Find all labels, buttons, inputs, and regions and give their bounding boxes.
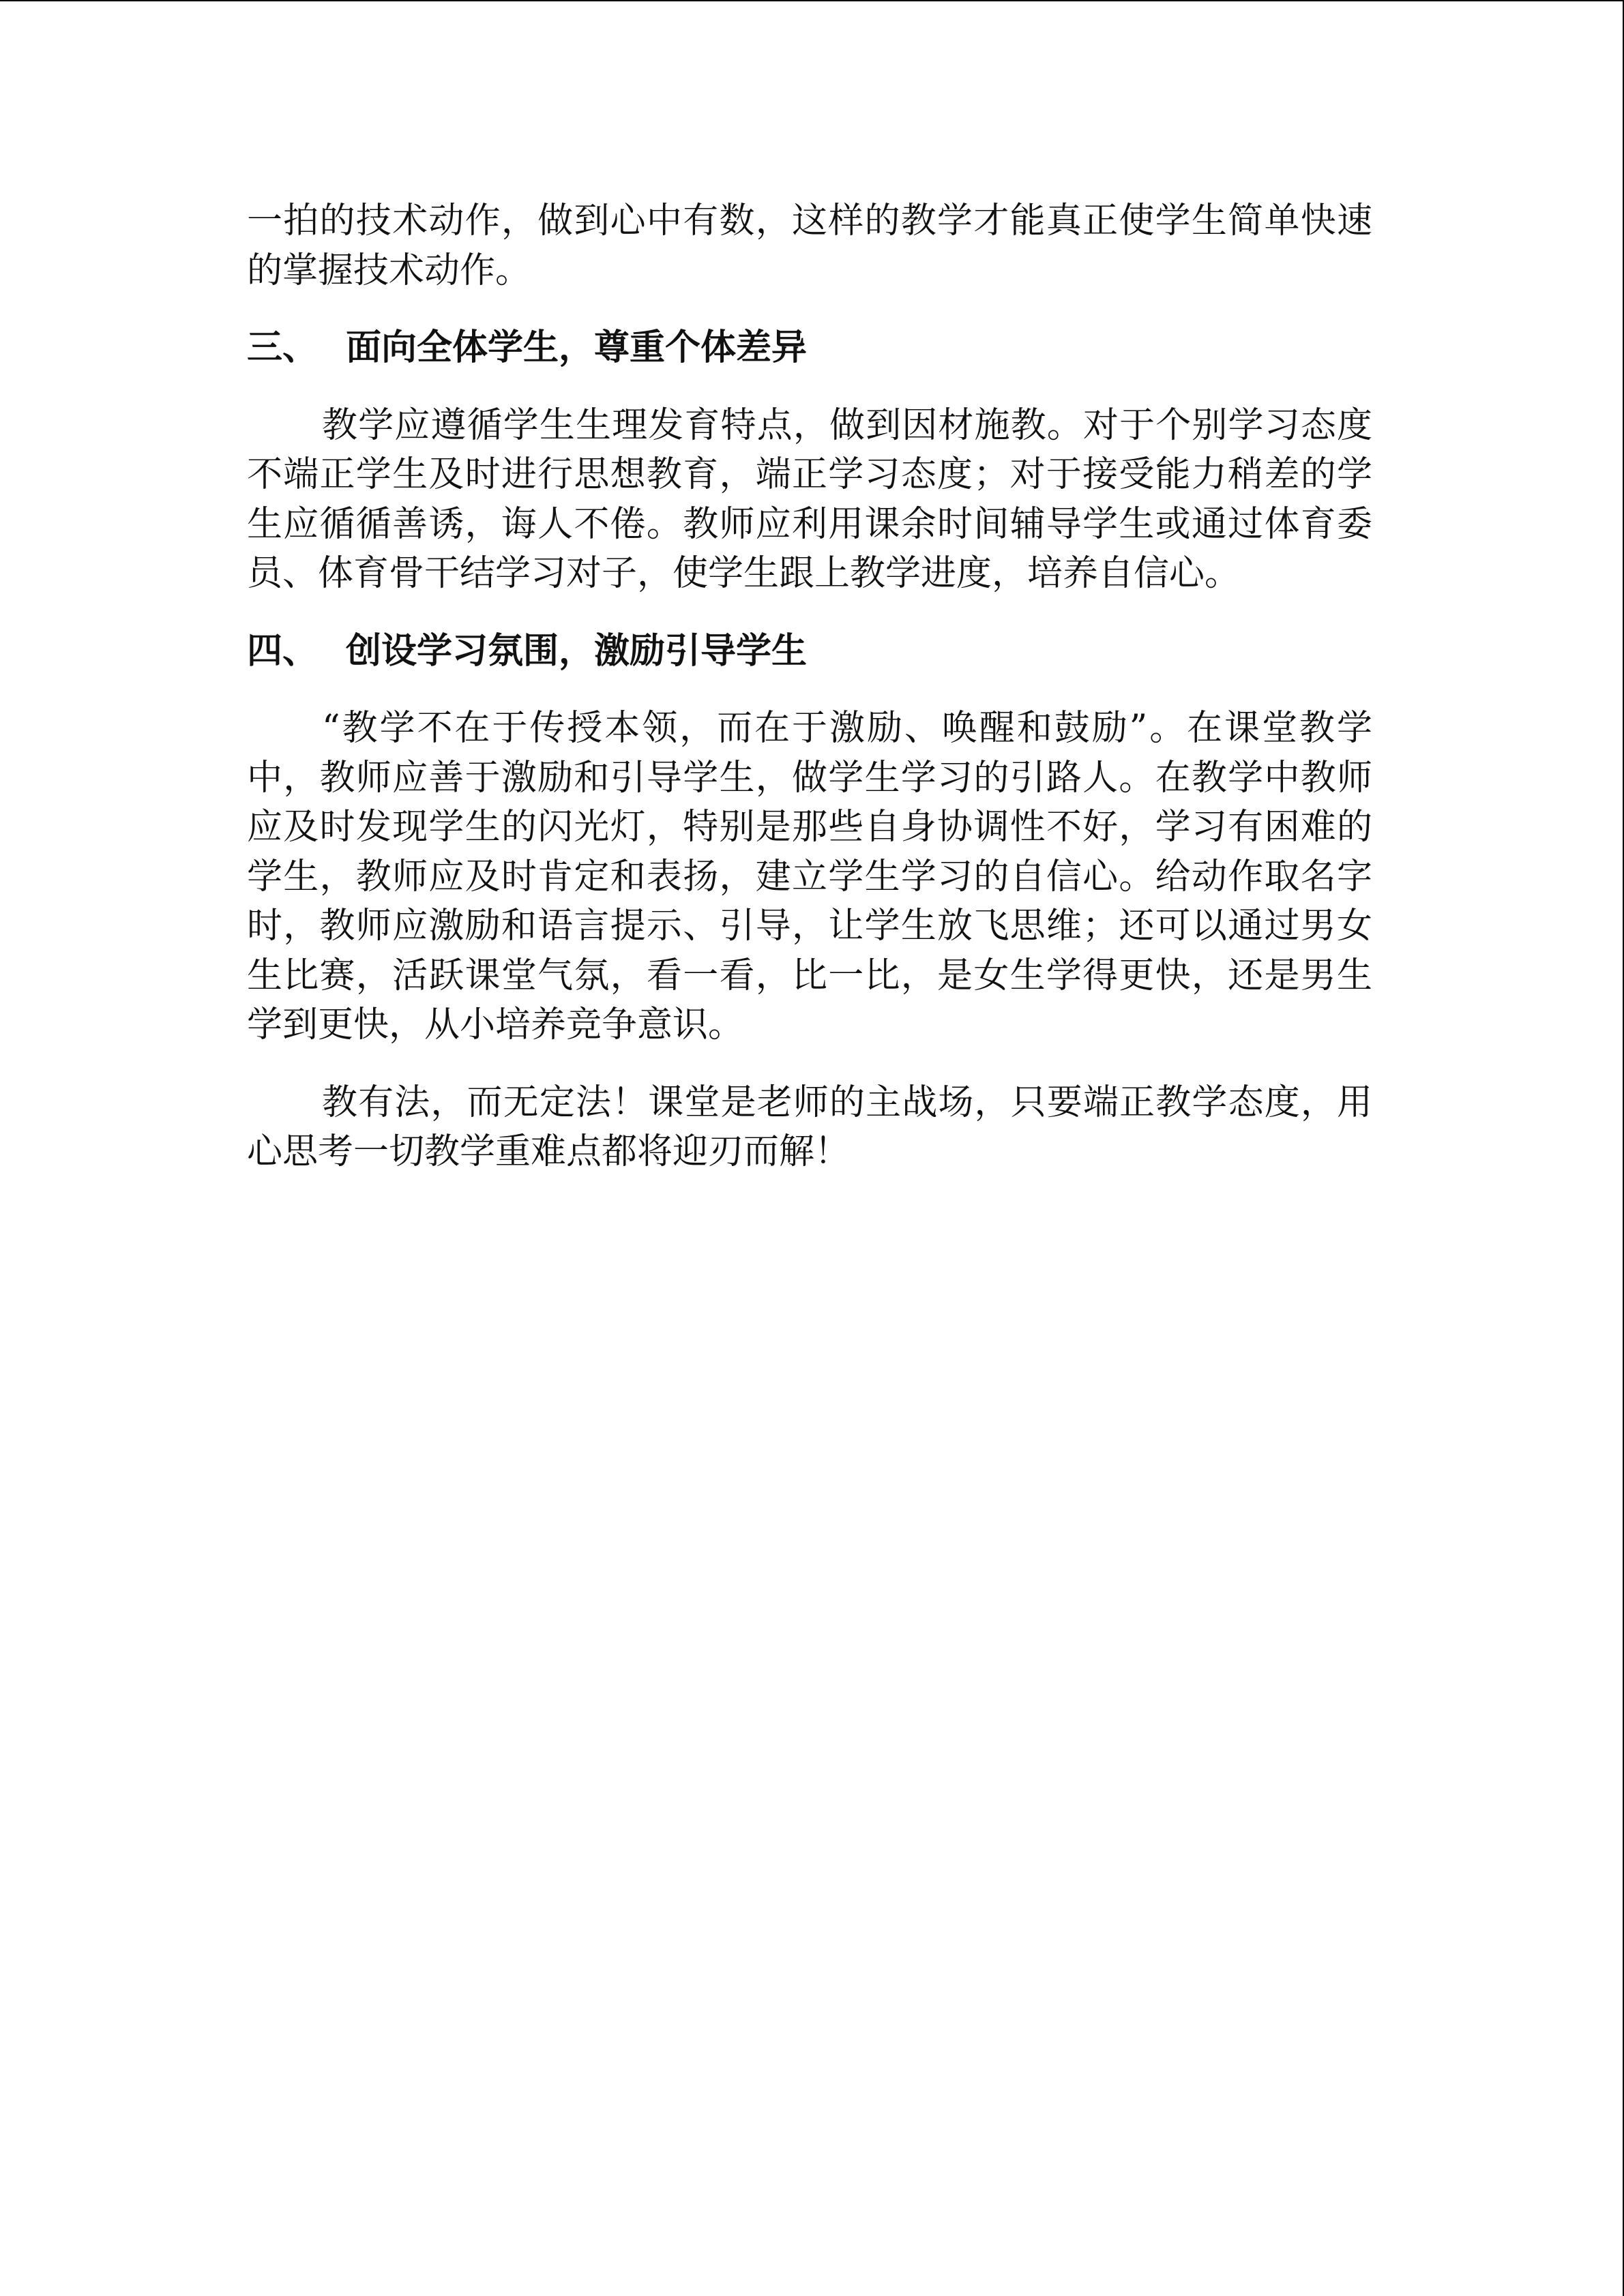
section-heading-4 [247,627,1372,676]
body-paragraph: “教学不在于传授本领，而在于激励、唤醒和鼓励”。在课堂教学中，教师应善于激励和引导学生，做学生学习的引路人。在教学中教师应及时发现学生的闪光灯，特别是那些自身协调性不好，学习有困难的学生，教师应及时肯定和表扬，建立学生学习的自信心。给动作取名字时，教师应激励和语言提示、引导，让学生放飞思维；还可以通过男女生比赛，活跃课堂气氛，看一看，比一比，是女生学得更快，还是男生学到更快，从小培养竞争意识。 [247,708,1372,1045]
closing-paragraph: 教有法，而无定法！课堂是老师的主战场，只要端正教学态度，用心思考一切教学重难点都将迎刃而解！ [247,1082,1372,1172]
section-number: 三、 [247,327,319,368]
section-heading-3 [247,323,1372,373]
section-title: 面向全体学生，尊重个体差异 [346,327,808,368]
page-top-border [0,0,1624,1]
body-paragraph: 教学应遵循学生生理发育特点，做到因材施教。对于个别学习态度不端正学生及时进行思想教育，端正学习态度；对于接受能力稍差的学生应循循善诱，诲人不倦。教师应利用课余时间辅导学生或通过体育委员、体育骨干结学习对子，使学生跟上教学进度，培养自信心。 [247,404,1372,594]
section-number: 四、 [247,629,319,672]
section-title: 创设学习氛围，激励引导学生 [346,629,808,672]
document-body [247,196,1372,1177]
continuation-paragraph: 一拍的技术动作，做到心中有数，这样的教学才能真正使学生简单快速的掌握技术动作。 [247,200,1372,291]
